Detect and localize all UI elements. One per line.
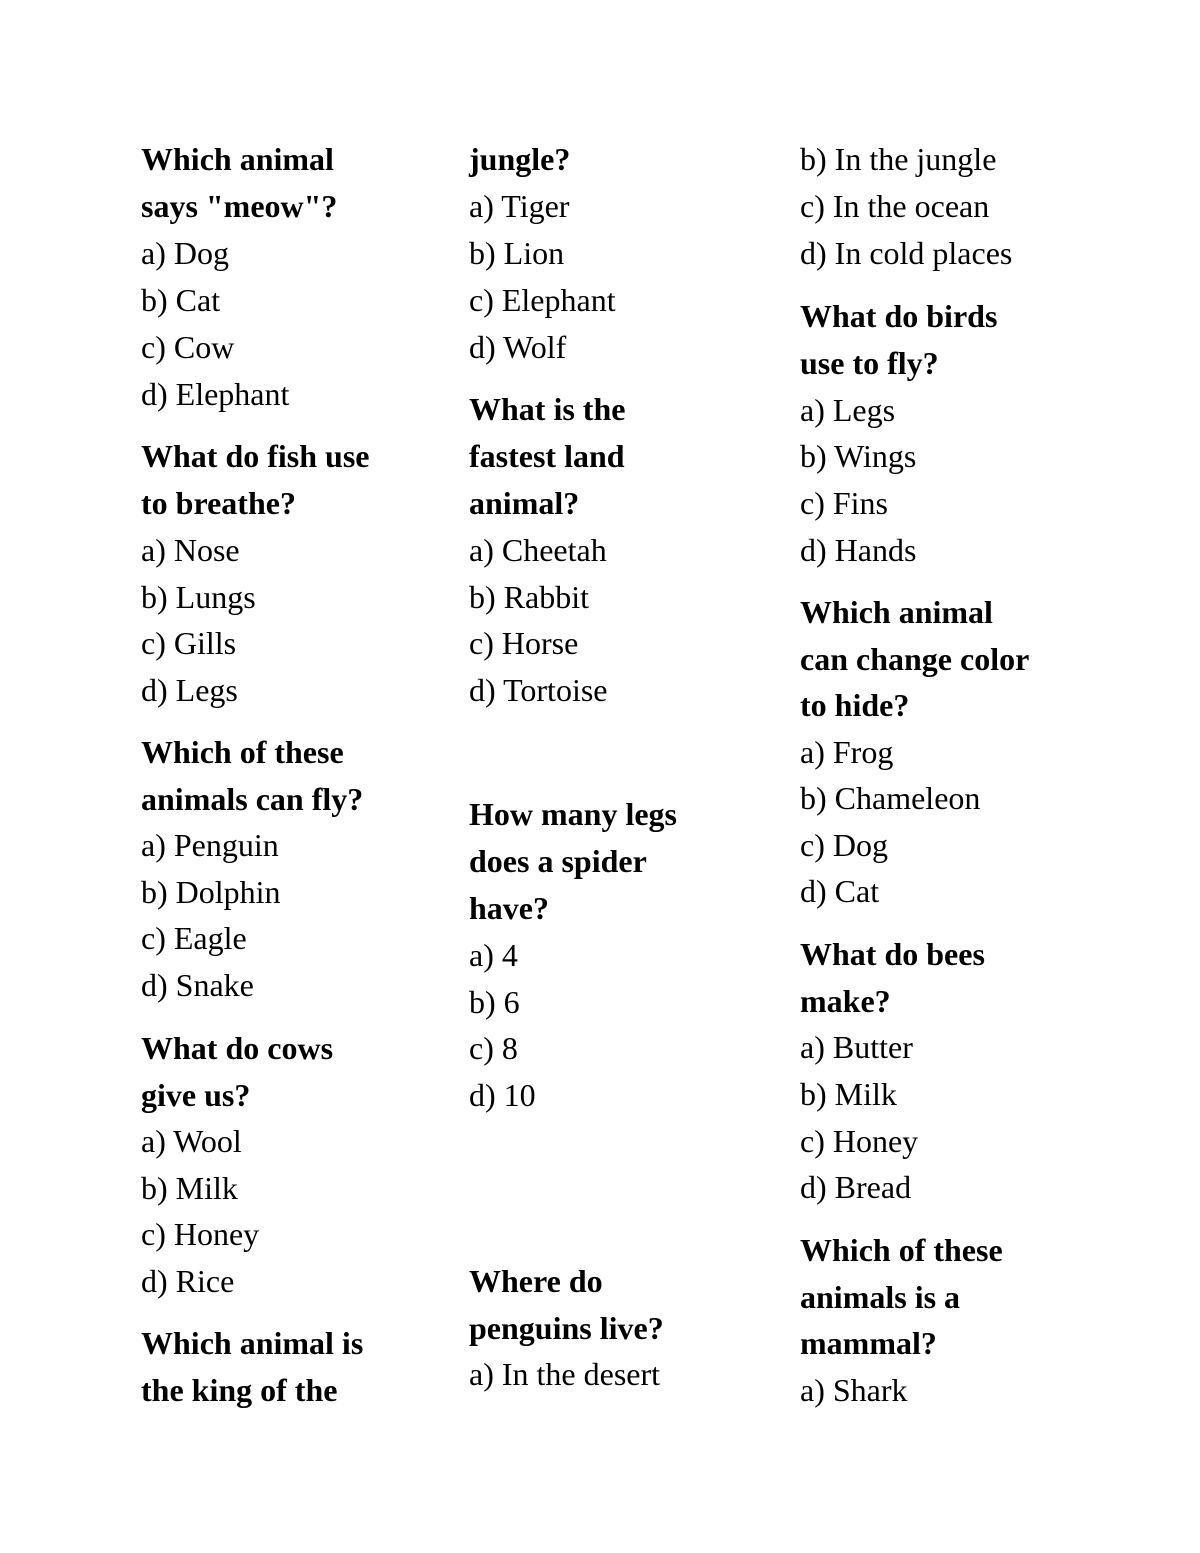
answer-option: a) Nose <box>141 532 240 568</box>
answer-option: c) 8 <box>469 1030 518 1066</box>
answer-option: d) Snake <box>141 967 254 1003</box>
question-text-line: Which animal <box>800 594 993 630</box>
answer-option: b) Milk <box>800 1076 897 1112</box>
answer-option: c) In the ocean <box>800 188 990 224</box>
answer-option: a) Frog <box>800 734 894 770</box>
question-text-line: Where do <box>469 1263 603 1299</box>
answer-option: d) Wolf <box>469 329 567 365</box>
answer-option: b) Chameleon <box>800 780 981 816</box>
answer-option: a) Cheetah <box>469 532 607 568</box>
answer-option: d) Tortoise <box>469 672 608 708</box>
answer-option: c) Fins <box>800 485 888 521</box>
question-text-line: to breathe? <box>141 485 296 521</box>
question-text-line: What do birds <box>800 298 998 334</box>
answer-option: d) 10 <box>469 1077 536 1113</box>
answer-option: b) Rabbit <box>469 579 589 615</box>
question-text-line: does a spider <box>469 843 647 879</box>
question-text-line: How many legs <box>469 796 677 832</box>
answer-option: b) In the jungle <box>800 141 997 177</box>
answer-option: b) Milk <box>141 1170 238 1206</box>
question-text-line: What do bees <box>800 936 985 972</box>
answer-option: c) Cow <box>141 329 235 365</box>
answer-option: a) In the desert <box>469 1356 661 1392</box>
answer-option: c) Honey <box>141 1216 260 1252</box>
question-text-line: mammal? <box>800 1325 937 1361</box>
answer-option: a) Penguin <box>141 827 279 863</box>
question-text-line: What is the <box>469 391 626 427</box>
answer-option: b) 6 <box>469 984 520 1020</box>
answer-option: a) 4 <box>469 937 518 973</box>
answer-option: c) Gills <box>141 625 237 661</box>
answer-option: b) Wings <box>800 438 917 474</box>
answer-option: a) Legs <box>800 392 896 428</box>
question-text-line: animals can fly? <box>141 781 364 817</box>
question-text-line: says "meow"? <box>141 188 338 224</box>
answer-option: a) Wool <box>141 1123 242 1159</box>
question-text-line: Which animal <box>141 141 334 177</box>
question-text-line: animals is a <box>800 1279 961 1315</box>
answer-option: a) Dog <box>141 235 229 271</box>
question-text-line: give us? <box>141 1077 251 1113</box>
answer-option: d) Elephant <box>141 376 290 412</box>
question-text-line: jungle? <box>469 141 571 177</box>
question-text-line: What do cows <box>141 1030 334 1066</box>
answer-option: c) Eagle <box>141 920 247 956</box>
answer-option: c) Honey <box>800 1123 919 1159</box>
question-text-line: Which of these <box>800 1232 1003 1268</box>
answer-option: c) Horse <box>469 625 579 661</box>
question-text-line: Which animal is <box>141 1325 364 1361</box>
question-text-line: What do fish use <box>141 438 370 474</box>
answer-option: c) Dog <box>800 827 888 863</box>
answer-option: b) Lion <box>469 235 565 271</box>
question-text-line: penguins live? <box>469 1310 664 1346</box>
question-text-line: Which of these <box>141 734 344 770</box>
answer-option: d) Rice <box>141 1263 235 1299</box>
question-text-line: make? <box>800 983 891 1019</box>
question-text-line: the king of the <box>141 1372 338 1408</box>
question-text-line: animal? <box>469 485 580 521</box>
question-text-line: fastest land <box>469 438 625 474</box>
answer-option: a) Tiger <box>469 188 570 224</box>
answer-option: a) Butter <box>800 1029 913 1065</box>
question-text-line: have? <box>469 890 549 926</box>
question-text-line: can change color <box>800 641 1030 677</box>
answer-option: b) Dolphin <box>141 874 281 910</box>
answer-option: a) Shark <box>800 1372 908 1408</box>
question-text-line: use to fly? <box>800 345 939 381</box>
answer-option: b) Lungs <box>141 579 256 615</box>
answer-option: d) Cat <box>800 873 880 909</box>
answer-option: d) Bread <box>800 1169 912 1205</box>
answer-option: d) Legs <box>141 672 238 708</box>
answer-option: d) Hands <box>800 532 917 568</box>
question-text-line: to hide? <box>800 687 910 723</box>
answer-option: c) Elephant <box>469 282 616 318</box>
answer-option: d) In cold places <box>800 235 1013 271</box>
answer-option: b) Cat <box>141 282 221 318</box>
